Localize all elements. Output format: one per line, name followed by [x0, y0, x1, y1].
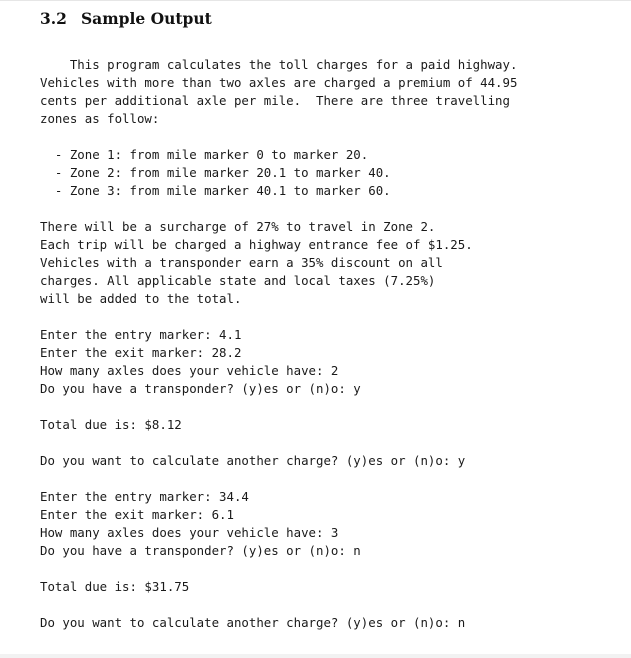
output-line: - Zone 1: from mile marker 0 to marker 20.: [40, 147, 369, 162]
output-line: [40, 434, 517, 452]
output-line: Total due is: $31.75: [40, 579, 190, 594]
section-number: 3.2: [40, 9, 67, 28]
output-line: Do you want to calculate another charge? (y)es or (n)o: n: [40, 615, 466, 630]
output-line: Enter the exit marker: 6.1: [40, 507, 234, 522]
output-line: Do you have a transponder? (y)es or (n)o: n: [40, 543, 361, 558]
output-line: zones as follow:: [40, 111, 160, 126]
section-heading: [40, 9, 212, 28]
output-line: [40, 596, 517, 614]
output-line: [40, 308, 517, 326]
output-line: - Zone 3: from mile marker 40.1 to marker 60.: [40, 183, 391, 198]
output-line: This program calculates the toll charges for a paid highway.: [40, 57, 518, 72]
output-line: Do you want to calculate another charge? (y)es or (n)o: y: [40, 453, 466, 468]
output-line: Enter the exit marker: 28.2: [40, 345, 242, 360]
output-line: [40, 398, 517, 416]
output-line: How many axles does your vehicle have: 2: [40, 363, 339, 378]
output-line: [40, 200, 517, 218]
output-line: will be added to the total.: [40, 291, 242, 306]
output-line: charges. All applicable state and local taxes (7.25%): [40, 273, 436, 288]
output-line: [40, 128, 517, 146]
output-line: Vehicles with more than two axles are charged a premium of 44.95: [40, 75, 518, 90]
sample-output-block: [40, 56, 517, 632]
section-title: Sample Output: [80, 9, 212, 28]
page-bottom-edge: [0, 654, 631, 658]
output-line: Enter the entry marker: 4.1: [40, 327, 242, 342]
output-line: Each trip will be charged a highway entrance fee of $1.25.: [40, 237, 473, 252]
output-line: cents per additional axle per mile. There are three travelling: [40, 93, 510, 108]
output-line: How many axles does your vehicle have: 3: [40, 525, 339, 540]
output-line: [40, 560, 517, 578]
output-line: Total due is: $8.12: [40, 417, 182, 432]
output-line: Vehicles with a transponder earn a 35% discount on all: [40, 255, 443, 270]
output-line: - Zone 2: from mile marker 20.1 to marker 40.: [40, 165, 391, 180]
output-line: Enter the entry marker: 34.4: [40, 489, 249, 504]
output-line: Do you have a transponder? (y)es or (n)o: y: [40, 381, 361, 396]
output-line: There will be a surcharge of 27% to travel in Zone 2.: [40, 219, 436, 234]
output-line: [40, 470, 517, 488]
